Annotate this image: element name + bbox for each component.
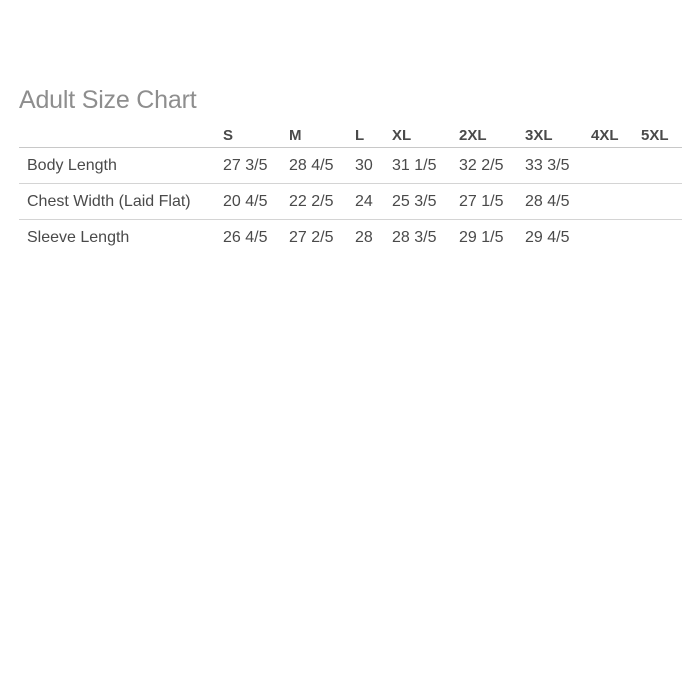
header-cell-m: M (289, 127, 302, 144)
row-label: Sleeve Length (27, 228, 130, 246)
table-cell (641, 148, 682, 184)
table-cell: 28 3/5 (392, 228, 437, 246)
header-cell-4xl: 4XL (591, 127, 619, 144)
header-cell-3xl: 3XL (525, 127, 553, 144)
row-label: Chest Width (Laid Flat) (27, 192, 191, 210)
table-row-body-length (19, 148, 682, 184)
table-cell: 25 3/5 (392, 192, 437, 210)
header-cell-2xl: 2XL (459, 127, 487, 144)
header-cell-l: L (355, 127, 365, 144)
header-cell-xl: XL (392, 127, 412, 144)
table-row-chest-width (19, 184, 682, 220)
table-cell: 28 4/5 (289, 156, 334, 174)
table-cell: 26 4/5 (223, 228, 268, 246)
header-cell-5xl: 5XL (641, 127, 669, 144)
table-cell: 20 4/5 (223, 192, 268, 210)
table-cell (591, 148, 641, 184)
table-cell: 27 3/5 (223, 156, 268, 174)
table-cell: 32 2/5 (459, 156, 504, 174)
table-cell: 33 3/5 (525, 156, 570, 174)
table-cell: 31 1/5 (392, 156, 437, 174)
row-label: Body Length (27, 156, 117, 174)
size-chart-table (19, 124, 682, 256)
table-cell: 27 2/5 (289, 228, 334, 246)
table-cell (641, 220, 682, 256)
table-cell: 24 (355, 192, 373, 210)
table-header-row (19, 124, 682, 148)
table-cell: 29 1/5 (459, 228, 504, 246)
table-cell: 30 (355, 156, 373, 174)
table-row-sleeve-length (19, 220, 682, 256)
header-cell-s: S (223, 127, 234, 144)
table-cell (641, 184, 682, 220)
page-title: Adult Size Chart (19, 86, 197, 114)
table-cell: 28 4/5 (525, 192, 570, 210)
table-cell: 28 (355, 228, 373, 246)
table-cell (591, 220, 641, 256)
table-cell: 27 1/5 (459, 192, 504, 210)
table-cell (591, 184, 641, 220)
table-cell: 29 4/5 (525, 228, 570, 246)
table-cell: 22 2/5 (289, 192, 334, 210)
header-cell-label (19, 124, 223, 148)
